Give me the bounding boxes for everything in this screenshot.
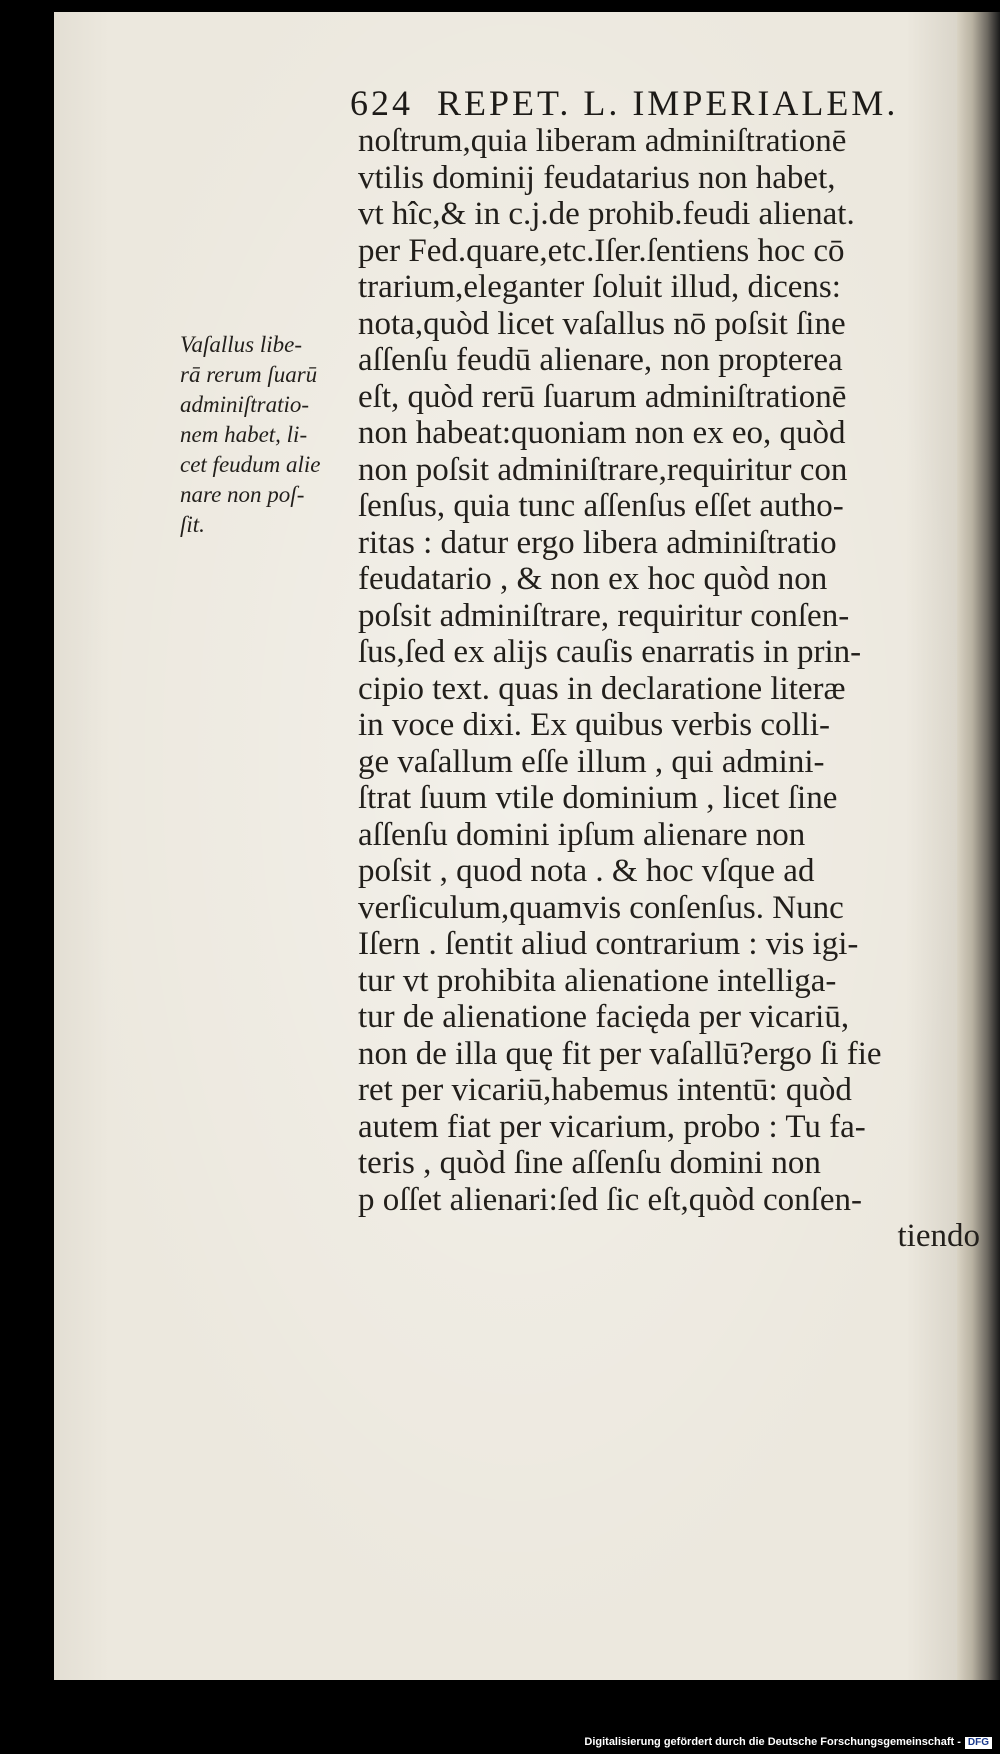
text-line: ritas : datur ergo libera adminiſtratio: [358, 524, 837, 561]
text-line: non poſsit adminiſtrare,requiritur con: [358, 451, 848, 488]
running-header: [350, 82, 898, 124]
text-line: vt hîc,& in c.j.de prohib.feudi alienat.: [358, 196, 855, 232]
text-line: vtilis dominij feudatarius non habet,: [358, 159, 836, 196]
marginal-note-line: cet feudum alie: [180, 452, 321, 477]
text-line: feudatario , & non ex hoc quòd non: [358, 561, 828, 597]
marginal-note-line: Vaſallus libe-: [180, 332, 303, 357]
text-line: noſtrum,quia liberam adminiſtrationē: [358, 123, 847, 159]
text-line: p oſſet alienari:ſed ſic eſt,quòd conſen-: [358, 1181, 862, 1218]
text-line: ſtrat ſuum vtile dominium , licet ſine: [358, 780, 838, 816]
text-line: tiendo: [897, 1218, 980, 1254]
marginal-note-line: nare non poſ-: [180, 482, 305, 507]
marginal-note-line: ſit.: [180, 512, 205, 537]
text-line: eſt, quòd rerū ſuarum adminiſtrationē: [358, 378, 847, 415]
text-line: poſsit adminiſtrare, requiritur conſen-: [358, 597, 850, 634]
text-line: Iſern . ſentit aliud contrarium : vis igi-: [358, 926, 859, 962]
text-line: non habeat:quoniam non ex eo, quòd: [358, 415, 846, 451]
digitization-credit: [584, 1736, 992, 1749]
text-line: ſenſus, quia tunc aſſenſus eſſet autho-: [358, 488, 844, 524]
marginal-note-line: adminiſtratio-: [180, 392, 310, 417]
marginal-note: [180, 330, 350, 540]
text-line: trarium,eleganter ſoluit illud, dicens:: [358, 269, 841, 305]
marginal-note-line: rā rerum ſuarū: [180, 362, 318, 387]
page-number: 624: [350, 83, 413, 123]
running-title: REPET. L. IMPERIALEM.: [437, 83, 899, 123]
text-line: poſsit , quod nota . & hoc vſque ad: [358, 853, 815, 889]
text-line: cipio text. quas in declaratione literæ: [358, 670, 846, 707]
text-line: tur de alienatione facięda per vicariū,: [358, 999, 850, 1035]
dfg-logo: DFG: [965, 1737, 992, 1749]
text-line: tur vt prohibita alienatione intelliga-: [358, 962, 837, 999]
text-line: verſiculum,quamvis conſenſus. Nunc: [358, 889, 844, 926]
text-line: teris , quòd ſine aſſenſu domini non: [358, 1145, 821, 1181]
text-line: ret per vicariū,habemus intentū: quòd: [358, 1072, 852, 1108]
text-line: ge vaſallum eſſe illum , qui admini-: [358, 743, 825, 780]
text-line: aſſenſu domini ipſum alienare non: [358, 816, 806, 853]
text-line: non de illa quę fit per vaſallū?ergo ſi fie: [358, 1035, 882, 1072]
text-line: per Fed.quare,etc.Iſer.ſentiens hoc cō: [358, 232, 845, 269]
body-text: [358, 123, 980, 1255]
text-line: in voce dixi. Ex quibus verbis colli-: [358, 707, 831, 743]
text-line: ſus,ſed ex alijs cauſis enarratis in prin-: [358, 634, 862, 670]
text-line: autem fiat per vicarium, probo : Tu fa-: [358, 1108, 866, 1145]
credit-text: Digitalisierung gefördert durch die Deutsche Forschungsgemeinschaft -: [584, 1736, 961, 1748]
text-line: aſſenſu feudū alienare, non propterea: [358, 342, 843, 378]
text-line: nota,quòd licet vaſallus nō poſsit ſine: [358, 305, 846, 342]
marginal-note-line: nem habet, li-: [180, 422, 308, 447]
